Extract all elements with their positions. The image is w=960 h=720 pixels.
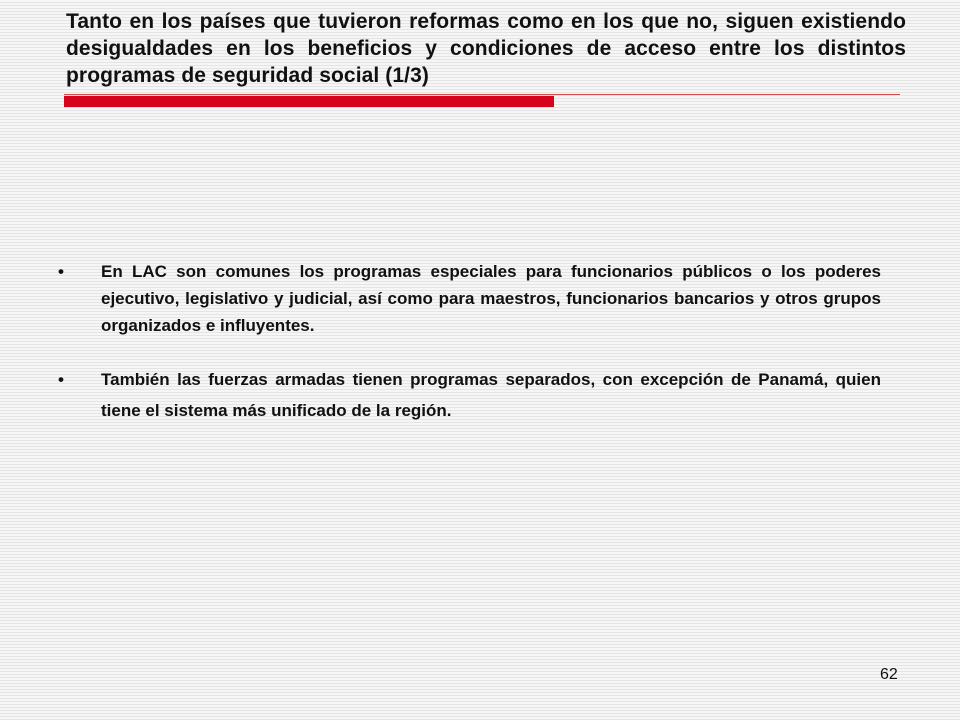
bullet-item <box>58 364 881 426</box>
title-accent-bar <box>64 96 554 107</box>
title-underline-rule <box>64 94 900 95</box>
bullet-icon: • <box>58 370 64 389</box>
bullet-list <box>58 258 881 426</box>
bullet-text: En LAC son comunes los programas especiales para funcionarios públicos o los poderes ejecutivo, legislativo y judicial, así como para maestros, funcionarios bancarios y otros grupos organizados e influyentes. <box>101 262 881 335</box>
bullet-text: También las fuerzas armadas tienen programas separados, con excepción de Panamá, quien tiene el sistema más unificado de la región. <box>101 370 881 420</box>
page-number: 62 <box>880 666 898 683</box>
bullet-icon: • <box>58 262 64 281</box>
slide-title: Tanto en los países que tuvieron reformas como en los que no, siguen existiendo desigualdades en los beneficios y condiciones de acceso entre los distintos programas de seguridad social (1/3) <box>66 10 906 87</box>
bullet-item <box>58 258 881 339</box>
